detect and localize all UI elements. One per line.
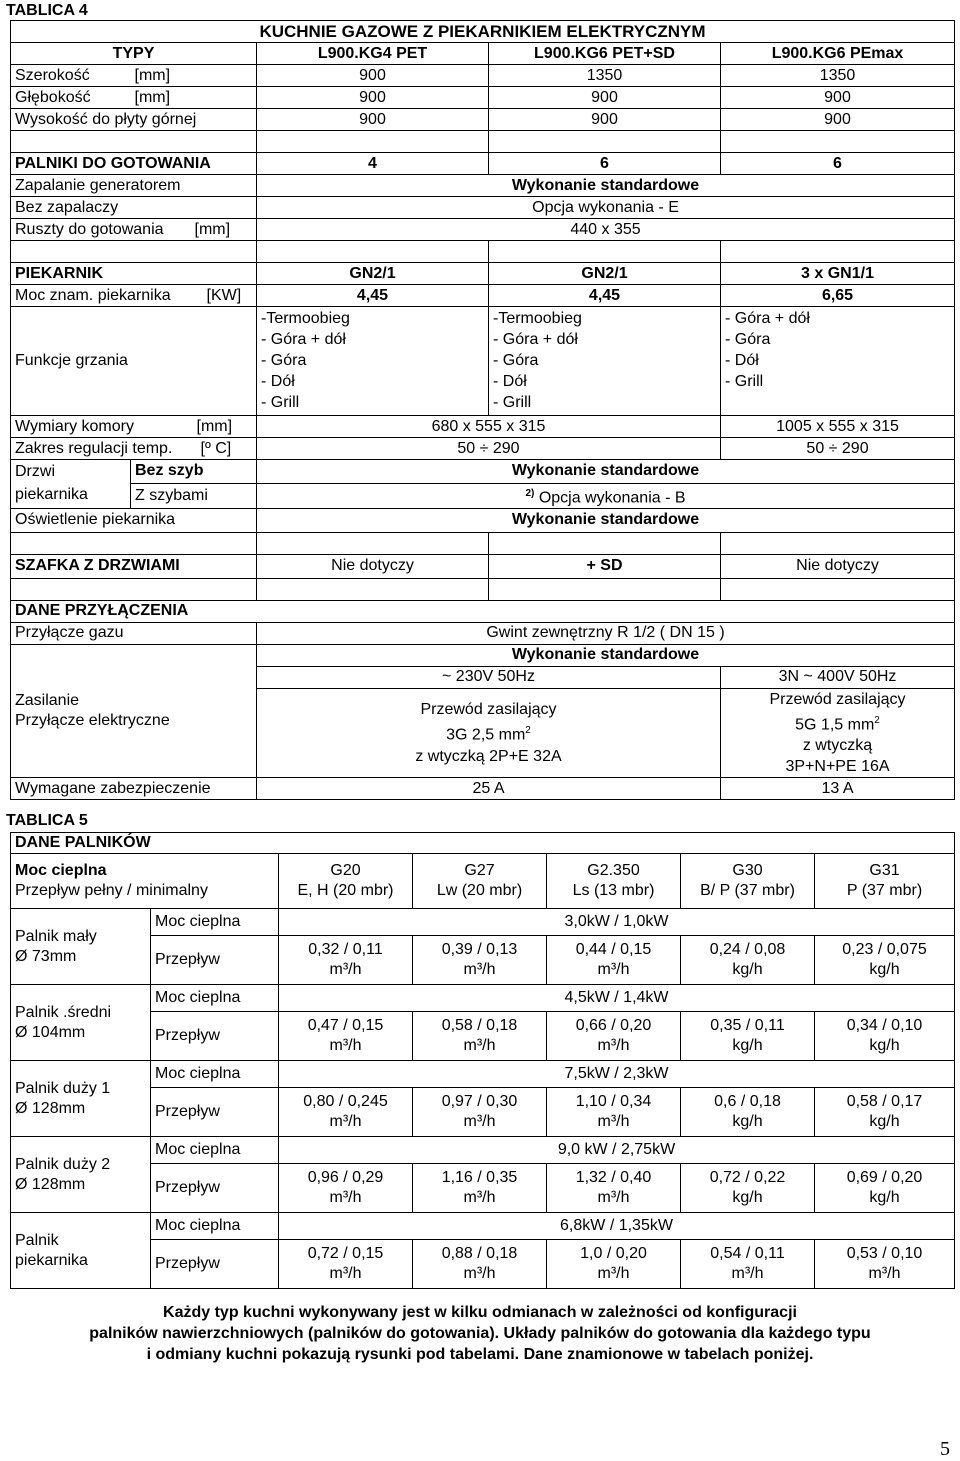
- flow-unit: m³/h: [463, 1037, 496, 1054]
- burner-flow-row: [11, 1088, 955, 1137]
- label: Wymagane zabezpieczenie: [11, 778, 257, 800]
- flow-value: [279, 936, 413, 985]
- value: 3 x GN1/1: [721, 263, 955, 285]
- flow-unit: m³/h: [597, 1113, 630, 1130]
- label: Moc cieplna: [151, 985, 279, 1012]
- text: Ø 73mm: [15, 947, 77, 965]
- gas-pressure: E, H (20 mbr): [297, 882, 394, 899]
- flow-value: [815, 1164, 955, 1213]
- value: 900: [721, 87, 955, 109]
- text: Przewód zasilający: [420, 701, 557, 719]
- flow-unit: m³/h: [463, 1113, 496, 1130]
- flow-value: [413, 1012, 547, 1061]
- label: Ruszty do gotowania: [11, 219, 131, 241]
- flow-unit: kg/h: [732, 961, 763, 978]
- row-conn-header: [11, 600, 955, 622]
- flow-range: 0,6 / 0,18: [714, 1093, 781, 1110]
- flow-range: 0,80 / 0,245: [303, 1093, 388, 1110]
- flow-value: [279, 1164, 413, 1213]
- value: Nie dotyczy: [721, 554, 955, 578]
- flow-unit: kg/h: [869, 961, 900, 978]
- label: Głębokość: [11, 87, 131, 109]
- text: Palnik mały: [15, 927, 97, 945]
- gas-pressure: Ls (13 mbr): [572, 882, 655, 899]
- unit: [mm]: [131, 65, 257, 87]
- label: Przepływ: [151, 1012, 279, 1061]
- row-light: [11, 508, 955, 532]
- label: Przyłącze gazu: [11, 622, 257, 644]
- note: [20, 1302, 940, 1365]
- label: piekarnika: [11, 483, 131, 508]
- text: Palnik duży 1: [15, 1079, 111, 1097]
- unit: [º C]: [131, 438, 257, 460]
- flow-value: [413, 1088, 547, 1137]
- row-oven: [11, 263, 955, 285]
- flow-range: 0,23 / 0,075: [842, 941, 927, 958]
- flow-range: 0,35 / 0,11: [710, 1017, 785, 1034]
- row-gas: [11, 622, 955, 644]
- text: z wtyczką: [802, 737, 873, 755]
- heating-list-2: [489, 307, 721, 416]
- label: Moc cieplna: [151, 1137, 279, 1164]
- flow-range: 0,66 / 0,20: [575, 1017, 652, 1034]
- value: Wykonanie standardowe: [257, 644, 955, 666]
- unit: [KW]: [131, 285, 257, 307]
- text: Zasilanie: [15, 691, 80, 709]
- item: -Termoobieg: [261, 310, 350, 327]
- row-depth: [11, 87, 955, 109]
- label: Moc cieplna: [151, 1061, 279, 1088]
- flow-range: 0,47 / 0,15: [307, 1017, 384, 1034]
- flow-range: 1,0 / 0,20: [580, 1245, 647, 1262]
- row-elec-std: [11, 644, 955, 666]
- value: + SD: [489, 554, 721, 578]
- flow-range: 0,58 / 0,18: [441, 1017, 518, 1034]
- value: GN2/1: [257, 263, 489, 285]
- flow-range: 0,39 / 0,13: [441, 941, 518, 958]
- text: z wtyczką 2P+E 32A: [415, 747, 562, 765]
- note-line: i odmiany kuchni pokazują rysunki pod tabelami. Dane znamionowe w tabelach poniżej.: [146, 1346, 814, 1363]
- flow-unit: m³/h: [597, 1037, 630, 1054]
- flow-range: 0,96 / 0,29: [307, 1169, 384, 1186]
- flow-range: 0,72 / 0,15: [307, 1245, 384, 1262]
- flow-unit: kg/h: [732, 1189, 763, 1206]
- text: Ø 128mm: [15, 1175, 86, 1193]
- text: Opcja wykonania - B: [538, 488, 686, 506]
- flow-range: 1,16 / 0,35: [441, 1169, 518, 1186]
- superscript: 2: [874, 714, 880, 726]
- item: - Góra + dół: [725, 310, 810, 327]
- flow-value: [815, 1240, 955, 1289]
- cable-ab: [257, 688, 721, 777]
- flow-value: [681, 1240, 815, 1289]
- flow-range: 0,58 / 0,17: [846, 1093, 923, 1110]
- gas-pressure: P (37 mbr): [846, 882, 923, 899]
- label: Funkcje grzania: [11, 307, 257, 416]
- page-number: 5: [940, 1438, 950, 1460]
- label: Moc cieplna: [151, 909, 279, 936]
- flow-value: [279, 1088, 413, 1137]
- burner-power: 6,8kW / 1,35kW: [279, 1213, 955, 1240]
- flow-value: [413, 1240, 547, 1289]
- flow-unit: kg/h: [732, 1113, 763, 1130]
- value: Nie dotyczy: [257, 554, 489, 578]
- label: Moc cieplna: [151, 1213, 279, 1240]
- burner-power: 7,5kW / 2,3kW: [279, 1061, 955, 1088]
- superscript: 2: [525, 725, 531, 737]
- text: Przewód zasilający: [769, 690, 906, 708]
- item: - Grill: [261, 394, 300, 411]
- flow-unit: kg/h: [869, 1113, 900, 1130]
- flow-value: [547, 1164, 681, 1213]
- gas-header: [547, 854, 681, 909]
- burner-name: [11, 985, 151, 1061]
- item: - Dół: [261, 373, 295, 390]
- gas-name: G2.350: [587, 862, 640, 879]
- gas-pressure: B/ P (37 mbr): [700, 882, 795, 899]
- flow-range: 1,32 / 0,40: [575, 1169, 652, 1186]
- flow-unit: kg/h: [869, 1189, 900, 1206]
- value: 1005 x 555 x 315: [721, 416, 955, 438]
- row-chamber: [11, 416, 955, 438]
- unit: [mm]: [131, 87, 257, 109]
- flow-range: 0,32 / 0,11: [308, 941, 383, 958]
- row-cabinet: [11, 554, 955, 578]
- flow-unit: m³/h: [329, 1265, 362, 1282]
- label: Wysokość do płyty górnej: [11, 109, 257, 131]
- gas-name: G31: [869, 862, 900, 879]
- value: GN2/1: [489, 263, 721, 285]
- flow-range: 0,44 / 0,15: [575, 941, 652, 958]
- type-2: L900.KG6 PET+SD: [489, 43, 721, 65]
- row-doors-glass: [11, 483, 955, 508]
- note-line: palników nawierzchniowych (palników do gotowania). Układy palników do gotowania dla każdego typu: [89, 1325, 871, 1342]
- flow-unit: m³/h: [329, 961, 362, 978]
- row-no-lighter: [11, 197, 955, 219]
- item: - Grill: [725, 373, 764, 390]
- flow-value: [547, 1088, 681, 1137]
- label: Z szybami: [131, 483, 257, 508]
- gas-pressure: Lw (20 mbr): [436, 882, 523, 899]
- text: Ø 128mm: [15, 1099, 86, 1117]
- item: - Góra: [493, 352, 539, 369]
- flow-range: 0,69 / 0,20: [846, 1169, 923, 1186]
- flow-range: 1,10 / 0,34: [575, 1093, 652, 1110]
- text: 3P+N+PE 16A: [785, 758, 890, 776]
- value: 3N ~ 400V 50Hz: [721, 666, 955, 688]
- label: Przepływ: [151, 1088, 279, 1137]
- flow-value: [547, 1012, 681, 1061]
- flow-value: [681, 1012, 815, 1061]
- flow-value: [681, 1088, 815, 1137]
- value: 1350: [721, 65, 955, 87]
- item: - Dół: [725, 352, 759, 369]
- value: Gwint zewnętrzny R 1/2 ( DN 15 ): [257, 622, 955, 644]
- row-doors-noglass: [11, 460, 955, 484]
- row-burners: [11, 153, 955, 175]
- flow-value: [413, 936, 547, 985]
- gas-header: [681, 854, 815, 909]
- value: 13 A: [721, 778, 955, 800]
- burner-power-row: [11, 1213, 955, 1240]
- value: Wykonanie standardowe: [257, 460, 955, 484]
- label: SZAFKA Z DRZWIAMI: [11, 554, 257, 578]
- flow-range: 0,54 / 0,11: [710, 1245, 785, 1262]
- value: Wykonanie standardowe: [257, 175, 955, 197]
- value: ~ 230V 50Hz: [257, 666, 721, 688]
- flow-range: 0,88 / 0,18: [441, 1245, 518, 1262]
- flow-range: 0,72 / 0,22: [709, 1169, 786, 1186]
- value: 900: [257, 109, 489, 131]
- burner-name: [11, 909, 151, 985]
- table5: [10, 832, 955, 1289]
- flow-unit: m³/h: [329, 1037, 362, 1054]
- type-1: L900.KG4 PET: [257, 43, 489, 65]
- table4-label: TABLICA 4: [6, 2, 88, 19]
- burner-flow-row: [11, 936, 955, 985]
- value: 6: [721, 153, 955, 175]
- flow-unit: m³/h: [597, 1189, 630, 1206]
- gas-header: [413, 854, 547, 909]
- burner-power: 3,0kW / 1,0kW: [279, 909, 955, 936]
- flow-unit: m³/h: [463, 1265, 496, 1282]
- flow-unit: m³/h: [731, 1265, 764, 1282]
- item: - Dół: [493, 373, 527, 390]
- value: 25 A: [257, 778, 721, 800]
- value: 900: [489, 109, 721, 131]
- row-height: [11, 109, 955, 131]
- flow-value: [815, 1088, 955, 1137]
- gas-header: [815, 854, 955, 909]
- flow-unit: m³/h: [329, 1189, 362, 1206]
- row-oven-power: [11, 285, 955, 307]
- burner-name: [11, 1213, 151, 1289]
- gas-name: G30: [732, 862, 763, 879]
- text: Moc cieplna: [15, 862, 107, 879]
- label: Przepływ: [151, 936, 279, 985]
- text: Przyłącze elektryczne: [15, 711, 170, 729]
- text: piekarnika: [15, 1251, 88, 1269]
- heating-list-3: [721, 307, 955, 416]
- footnote-mark: 2): [525, 487, 535, 499]
- cable-c: [721, 688, 955, 777]
- flow-unit: m³/h: [868, 1265, 901, 1282]
- label: DANE PRZYŁĄCZENIA: [11, 600, 955, 622]
- value: 4,45: [489, 285, 721, 307]
- text: Palnik .średni: [15, 1003, 112, 1021]
- supply-label: [11, 644, 257, 777]
- value: 900: [489, 87, 721, 109]
- flow-unit: m³/h: [597, 961, 630, 978]
- flow-value: [681, 936, 815, 985]
- burner-flow-row: [11, 1164, 955, 1213]
- table4: [10, 20, 955, 800]
- types-label: TYPY: [11, 43, 257, 65]
- heating-list-1: [257, 307, 489, 416]
- flow-value: [815, 936, 955, 985]
- text: Palnik: [15, 1231, 59, 1249]
- text: 5G 1,5 mm: [795, 716, 875, 734]
- flow-unit: m³/h: [329, 1113, 362, 1130]
- label: Moc znam. piekarnika: [11, 285, 131, 307]
- row-heating: [11, 307, 955, 416]
- value: 4: [257, 153, 489, 175]
- burner-rows: [11, 909, 955, 1289]
- burner-power: 4,5kW / 1,4kW: [279, 985, 955, 1012]
- value: 900: [257, 87, 489, 109]
- flow-unit: kg/h: [732, 1037, 763, 1054]
- row-width: [11, 65, 955, 87]
- label: Wymiary komory: [11, 416, 131, 438]
- flow-range: 0,97 / 0,30: [441, 1093, 518, 1110]
- label: Drzwi: [11, 460, 131, 484]
- flow-range: 0,24 / 0,08: [709, 941, 786, 958]
- gas-name: G27: [464, 862, 495, 879]
- value: 1350: [489, 65, 721, 87]
- flow-range: 0,34 / 0,10: [846, 1017, 923, 1034]
- label: PIEKARNIK: [11, 263, 257, 285]
- table5-label: TABLICA 5: [6, 812, 88, 829]
- burner-flow-row: [11, 1240, 955, 1289]
- value: 50 ÷ 290: [257, 438, 721, 460]
- row-temp: [11, 438, 955, 460]
- label: Szerokość: [11, 65, 131, 87]
- value: 6: [489, 153, 721, 175]
- table5-header: [11, 854, 279, 909]
- label: Oświetlenie piekarnika: [11, 508, 257, 532]
- flow-value: [815, 1012, 955, 1061]
- type-3: L900.KG6 PEmax: [721, 43, 955, 65]
- value: 900: [257, 65, 489, 87]
- burner-power-row: [11, 1061, 955, 1088]
- value: [257, 483, 955, 508]
- flow-unit: m³/h: [463, 1189, 496, 1206]
- burner-power-row: [11, 909, 955, 936]
- text: Palnik duży 2: [15, 1155, 111, 1173]
- table4-title: KUCHNIE GAZOWE Z PIEKARNIKIEM ELEKTRYCZNYM: [11, 21, 955, 43]
- value: 4,45: [257, 285, 489, 307]
- flow-unit: m³/h: [463, 961, 496, 978]
- unit: [mm]: [131, 416, 257, 438]
- row-fuse: [11, 778, 955, 800]
- value: Opcja wykonania - E: [257, 197, 955, 219]
- label: Przepływ: [151, 1240, 279, 1289]
- row-grates: [11, 219, 955, 241]
- label: Bez zapalaczy: [11, 197, 257, 219]
- unit: [mm]: [131, 219, 257, 241]
- item: -Termoobieg: [493, 310, 582, 327]
- flow-value: [413, 1164, 547, 1213]
- gas-header: [279, 854, 413, 909]
- row-ignition: [11, 175, 955, 197]
- item: - Góra + dół: [493, 331, 578, 348]
- table5-title: DANE PALNIKÓW: [11, 833, 955, 854]
- value: Wykonanie standardowe: [257, 508, 955, 532]
- flow-unit: m³/h: [597, 1265, 630, 1282]
- gas-name: G20: [330, 862, 361, 879]
- burner-name: [11, 1137, 151, 1213]
- flow-value: [279, 1240, 413, 1289]
- value: 900: [721, 109, 955, 131]
- item: - Góra + dół: [261, 331, 346, 348]
- burner-power-row: [11, 1137, 955, 1164]
- flow-value: [681, 1164, 815, 1213]
- value: 440 x 355: [257, 219, 955, 241]
- flow-value: [279, 1012, 413, 1061]
- label: Zapalanie generatorem: [11, 175, 257, 197]
- value: 6,65: [721, 285, 955, 307]
- label: Bez szyb: [131, 460, 257, 484]
- label: Zakres regulacji temp.: [11, 438, 131, 460]
- label: Przepływ: [151, 1164, 279, 1213]
- flow-value: [547, 936, 681, 985]
- text: Przepływ pełny / minimalny: [15, 882, 208, 899]
- burner-flow-row: [11, 1012, 955, 1061]
- flow-value: [547, 1240, 681, 1289]
- burner-power-row: [11, 985, 955, 1012]
- item: - Góra: [725, 331, 771, 348]
- burner-power: 9,0 kW / 2,75kW: [279, 1137, 955, 1164]
- burner-name: [11, 1061, 151, 1137]
- label: PALNIKI DO GOTOWANIA: [11, 153, 257, 175]
- flow-range: 0,53 / 0,10: [846, 1245, 923, 1262]
- item: - Grill: [493, 394, 532, 411]
- note-line: Każdy typ kuchni wykonywany jest w kilku odmianach w zależności od konfiguracji: [163, 1304, 797, 1321]
- value: 50 ÷ 290: [721, 438, 955, 460]
- value: 680 x 555 x 315: [257, 416, 721, 438]
- flow-unit: kg/h: [869, 1037, 900, 1054]
- item: - Góra: [261, 352, 307, 369]
- text: Ø 104mm: [15, 1023, 86, 1041]
- text: 3G 2,5 mm: [446, 726, 526, 744]
